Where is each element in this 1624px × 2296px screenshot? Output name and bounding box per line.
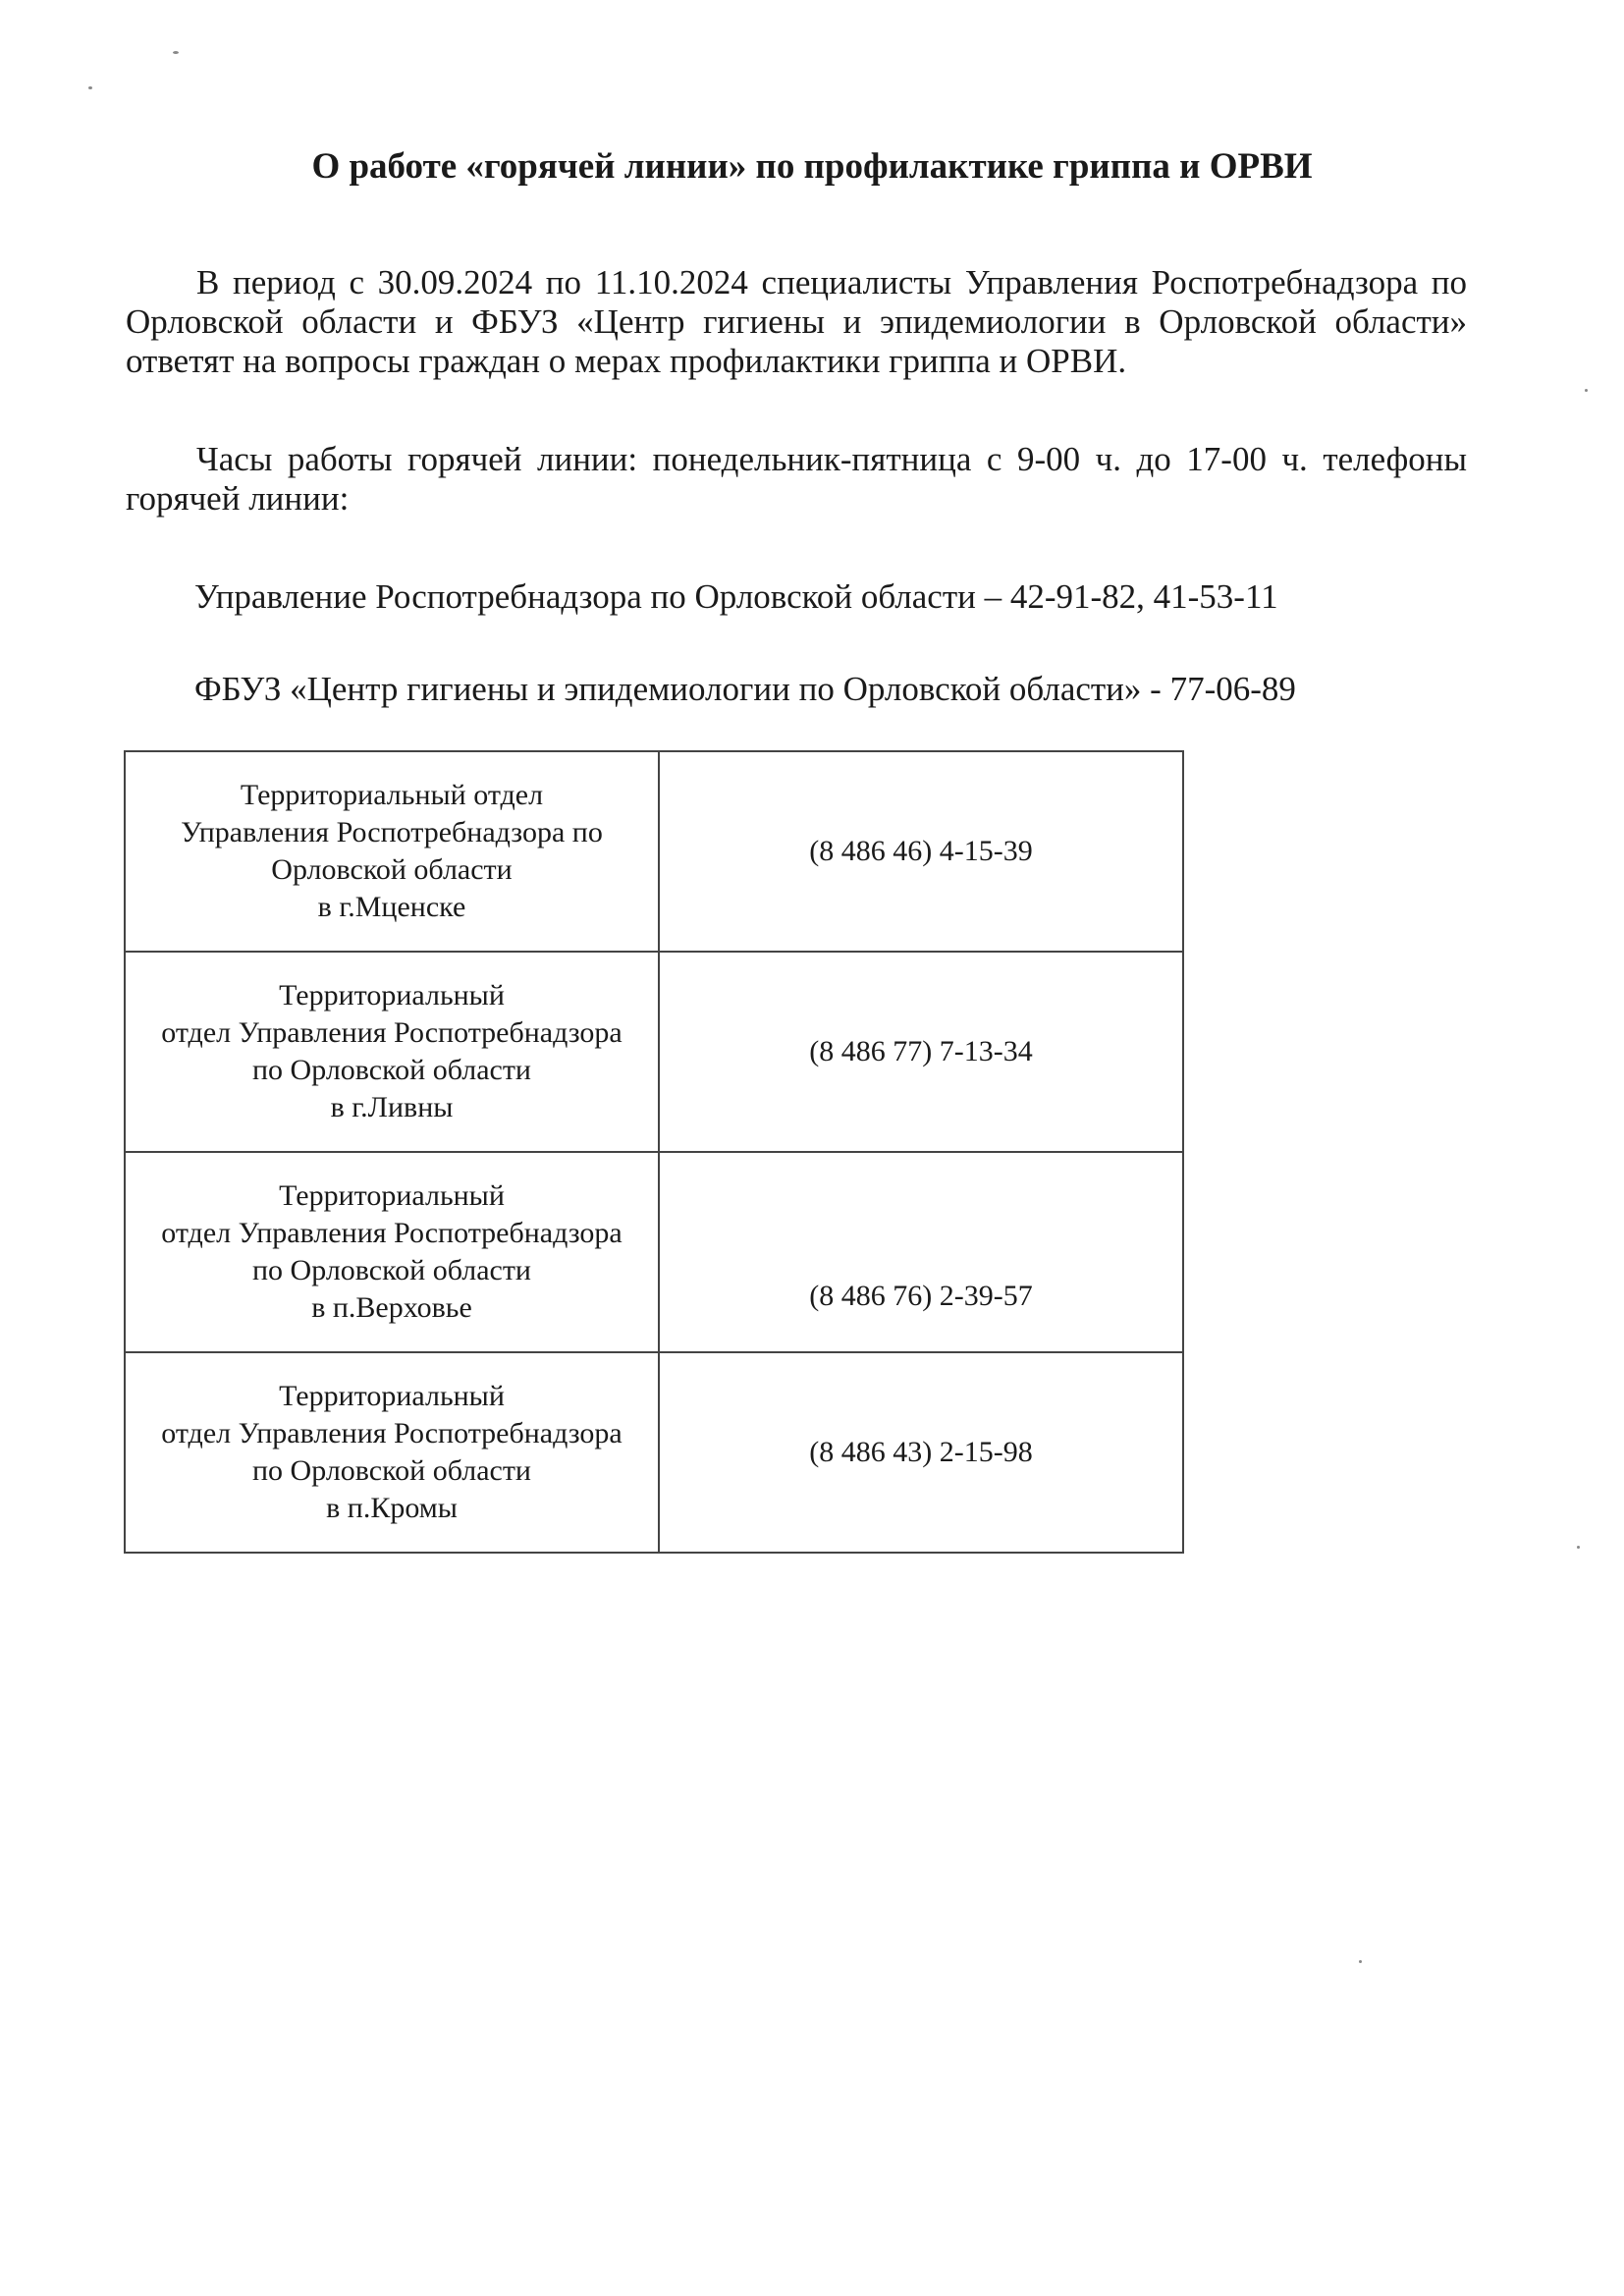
office-name-line: в п.Кромы [326,1492,458,1524]
office-phone: (8 486 77) 7-13-34 [809,1035,1033,1067]
office-phone: (8 486 76) 2-39-57 [809,1280,1033,1312]
table-row [125,1152,1183,1352]
office-name-cell [125,952,659,1152]
office-name-line: отдел Управления Роспотребнадзора [161,1417,623,1449]
office-name-line: Территориальный [279,1380,505,1412]
contact-fbuz: ФБУЗ «Центр гигиены и эпидемиологии по Орловской области» - 77-06-89 [194,670,1296,708]
scan-speck [1585,389,1588,392]
scan-speck [1359,1960,1362,1963]
scan-speck [1577,1546,1580,1549]
offices-table-wrapper [124,750,1159,1554]
office-name-line: в г.Ливны [330,1091,454,1123]
office-name-line: отдел Управления Роспотребнадзора [161,1217,623,1249]
office-name-cell [125,1152,659,1352]
scan-speck [173,51,179,54]
office-phone-cell [659,751,1183,952]
office-phone-cell [659,1352,1183,1553]
table-row [125,1352,1183,1553]
office-name-cell [125,751,659,952]
office-name-cell [125,1352,659,1553]
scan-speck [88,86,92,89]
office-phone-cell [659,952,1183,1152]
office-name-line: Управления Роспотребнадзора по [181,816,603,848]
hours-paragraph: Часы работы горячей линии: понедельник-пятница с 9-00 ч. до 17-00 ч. телефоны горячей линии: [126,440,1467,518]
office-name-line: Территориальный [279,979,505,1011]
office-name-line: по Орловской области [252,1054,531,1086]
office-name-line: Орловской области [271,853,513,886]
office-name-line: Территориальный отдел [240,779,544,811]
office-name-line: Территориальный [279,1179,505,1212]
office-name-line: по Орловской области [252,1454,531,1487]
office-phone: (8 486 43) 2-15-98 [809,1436,1033,1468]
table-row [125,751,1183,952]
office-phone-cell [659,1152,1183,1352]
intro-paragraph: В период с 30.09.2024 по 11.10.2024 специалисты Управления Роспотребнадзора по Орловской области и ФБУЗ «Центр гигиены и эпидемиологии в Орловской области» ответят на вопросы граждан о мерах профилактики гриппа и ОРВИ. [126,263,1467,380]
office-name-line: по Орловской области [252,1254,531,1286]
offices-table [124,750,1184,1554]
office-name-line: в г.Мценске [317,891,466,923]
office-name-line: отдел Управления Роспотребнадзора [161,1016,623,1049]
table-row [125,952,1183,1152]
contact-rospotrebnadzor: Управление Роспотребнадзора по Орловской области – 42-91-82, 41-53-11 [194,577,1278,616]
office-name-line: в п.Верховье [311,1291,472,1324]
office-phone: (8 486 46) 4-15-39 [809,835,1033,867]
page-title: О работе «горячей линии» по профилактике гриппа и ОРВИ [311,146,1313,187]
